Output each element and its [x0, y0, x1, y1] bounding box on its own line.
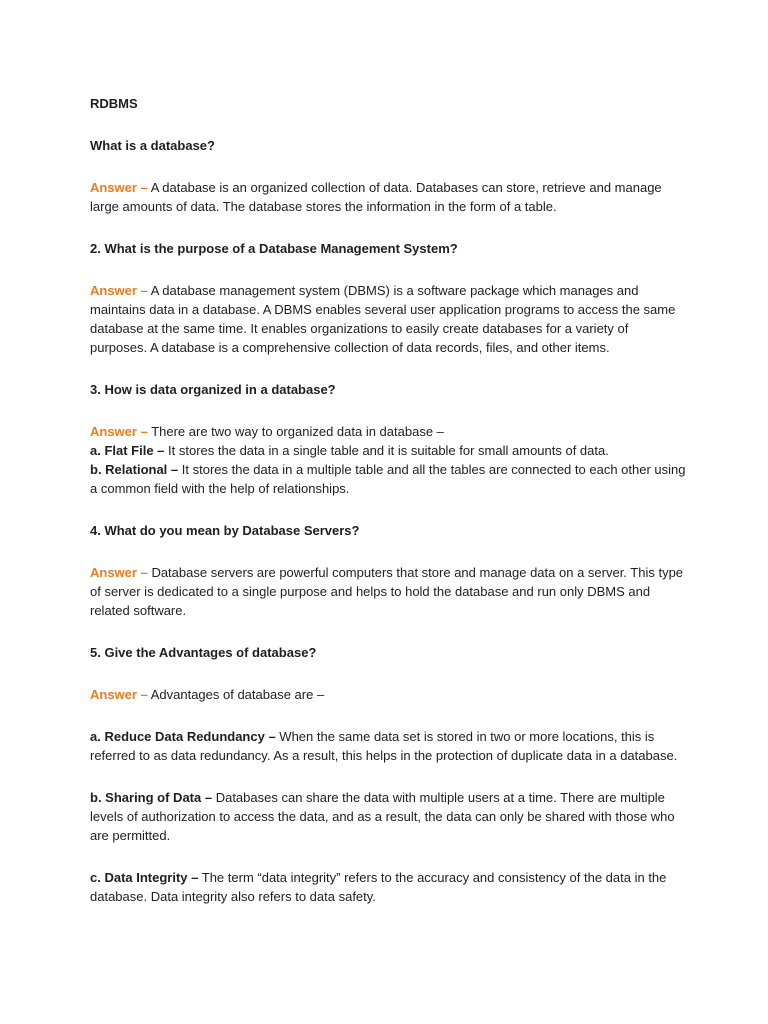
answer-3-text: There are two way to organized data in database – — [151, 424, 444, 439]
answer-label: Answer – — [90, 424, 148, 439]
answer-label: Answer – — [90, 283, 148, 298]
item-term: b. Sharing of Data – — [90, 790, 213, 805]
document-title: RDBMS — [90, 96, 138, 111]
question-2: 2. What is the purpose of a Database Management System? — [90, 241, 458, 256]
answer-1 — [90, 178, 688, 216]
answer-2 — [90, 281, 688, 357]
answer-2-text: A database management system (DBMS) is a software package which manages and maintains data in a database. A DBMS enables several user application programs to access the same database at the same time. It enables organizations to easily create databases for a variety of purposes. A database is a comprehensive collection of data records, files, and other items. — [90, 283, 676, 355]
answer-label: Answer – — [90, 687, 148, 702]
item-text: When the same data set is stored in two or more locations, this is referred to as data redundancy. As a result, this helps in the protection of duplicate data in a database. — [90, 729, 678, 763]
advantage-item-integrity — [90, 868, 688, 906]
item-term: a. Flat File – — [90, 443, 165, 458]
item-term: b. Relational – — [90, 462, 179, 477]
item-text: It stores the data in a single table and it is suitable for small amounts of data. — [168, 443, 609, 458]
answer-3-item-flat-file — [90, 441, 688, 460]
item-term: c. Data Integrity – — [90, 870, 199, 885]
answer-3-item-relational — [90, 460, 688, 498]
answer-3-intro — [90, 422, 688, 441]
question-1: What is a database? — [90, 138, 215, 153]
item-text: Databases can share the data with multiple users at a time. There are multiple levels of authorization to access the data, and as a result, the data can only be shared with those who are permitted. — [90, 790, 675, 843]
item-text: It stores the data in a multiple table and all the tables are connected to each other using a common field with the help of relationships. — [90, 462, 686, 496]
answer-5 — [90, 685, 688, 704]
question-5: 5. Give the Advantages of database? — [90, 645, 317, 660]
answer-5-text: Advantages of database are – — [150, 687, 325, 702]
item-term: a. Reduce Data Redundancy – — [90, 729, 276, 744]
answer-1-text: A database is an organized collection of data. Databases can store, retrieve and manage large amounts of data. The database stores the information in the form of a table. — [90, 180, 662, 214]
item-text: The term “data integrity” refers to the accuracy and consistency of the data in the database. Data integrity also refers to data safety. — [90, 870, 667, 904]
advantage-item-sharing — [90, 788, 688, 845]
answer-4-text: Database servers are powerful computers that store and manage data on a server. This type of server is dedicated to a single purpose and helps to hold the database and run only DBMS and related software. — [90, 565, 684, 618]
answer-4 — [90, 563, 688, 620]
question-4: 4. What do you mean by Database Servers? — [90, 523, 360, 538]
answer-label: Answer – — [90, 180, 148, 195]
advantage-item-redundancy — [90, 727, 688, 765]
answer-label: Answer – — [90, 565, 148, 580]
question-3: 3. How is data organized in a database? — [90, 382, 336, 397]
answer-3 — [90, 422, 688, 498]
